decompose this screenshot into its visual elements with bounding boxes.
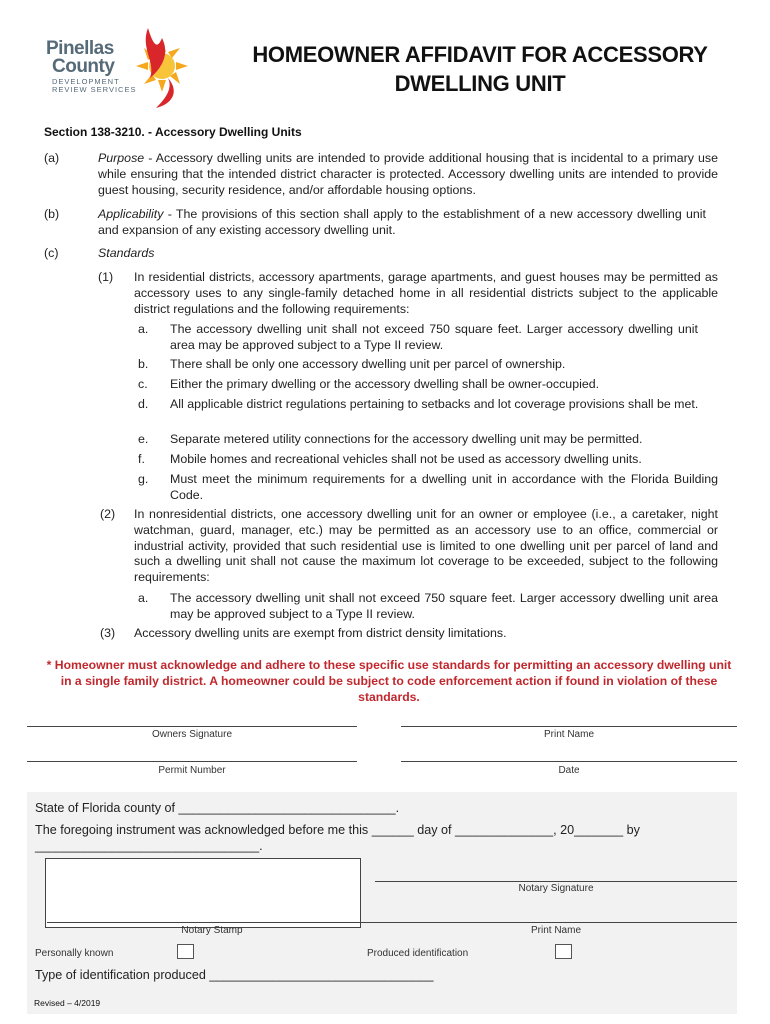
item-2a-label: a. — [138, 591, 149, 605]
page-title — [230, 40, 730, 98]
paragraph-b-label: (b) — [44, 207, 60, 221]
subsection-1-label: (1) — [98, 270, 114, 284]
item-1c-label: c. — [138, 377, 148, 391]
item-1g-label: g. — [138, 472, 149, 486]
notary-print-line[interactable] — [47, 922, 737, 923]
state-county-line[interactable]: State of Florida county of _______________________________. — [35, 801, 400, 815]
subsection-3-text: Accessory dwelling units are exempt from district density limitations. — [134, 626, 507, 640]
item-1b-label: b. — [138, 357, 149, 371]
homeowner-notice: * Homeowner must acknowledge and adhere to these specific use standards for permitting an accessory dwelling unit in a single family district. A homeowner could be subject to code enforcement action if found in violation of these standards. — [46, 658, 732, 704]
title-line1: HOMEOWNER AFFIDAVIT FOR ACCESSORY — [252, 42, 708, 67]
revision-date: Revised – 4/2019 — [34, 998, 101, 1008]
type-of-identification-line[interactable]: Type of identification produced ________________________________ — [35, 968, 434, 982]
item-1f-label: f. — [138, 452, 145, 466]
item-1d-label: d. — [138, 397, 149, 411]
notary-print-name-label: Print Name — [530, 925, 581, 936]
paragraph-c-heading: Standards — [98, 246, 155, 260]
date-line[interactable] — [401, 761, 737, 762]
paragraph-b-heading: Applicability — [98, 207, 164, 221]
personally-known-label: Personally known — [35, 948, 114, 959]
notary-signature-line[interactable] — [375, 881, 737, 882]
personally-known-checkbox[interactable] — [177, 944, 194, 959]
print-name-line[interactable] — [401, 726, 737, 727]
item-1d-text: All applicable district regulations pertaining to setbacks and lot coverage provisions shall be met. — [170, 397, 699, 411]
paragraph-a — [44, 151, 718, 198]
item-1a-label: a. — [138, 322, 149, 336]
notary-section — [27, 792, 737, 1014]
logo-line2: County — [52, 56, 115, 77]
paragraph-a-heading: Purpose — [98, 151, 145, 165]
produced-identification-checkbox[interactable] — [555, 944, 572, 959]
paragraph-c-label: (c) — [44, 246, 59, 260]
subsection-2-text: In nonresidential districts, one accessory dwelling unit for an owner or employee (i.e., a caretaker, night watchman, guard, manager, etc.) may be permitted as an accessory use to an office, commercial or industrial activity, provided that such residential use is limited to one dwelling unit per parcel of land and such a dwelling unit shall not cause the maximum lot coverage to be exceeded, subject to the following requirements: — [134, 507, 718, 585]
permit-number-label: Permit Number — [158, 765, 226, 776]
paragraph-c — [44, 246, 698, 262]
print-name-label: Print Name — [543, 729, 594, 740]
item-1g-text: Must meet the minimum requirements for a dwelling unit in accordance with the Florida Building Code. — [170, 472, 718, 502]
subsection-1-text: In residential districts, accessory apartments, garage apartments, and guest houses may be permitted as accessory uses to any single-family detached home in all residential districts subject to the applicable district regulations and the following requirements: — [134, 270, 718, 316]
notary-signature-label: Notary Signature — [518, 883, 594, 894]
paragraph-a-label: (a) — [44, 151, 60, 165]
item-1b-text: There shall be only one accessory dwelling unit per parcel of ownership. — [170, 357, 566, 371]
paragraph-b — [44, 207, 706, 239]
logo-line1: Pinellas — [46, 38, 114, 59]
foregoing-instrument-name-line[interactable]: ________________________________. — [35, 839, 263, 853]
section-heading: Section 138-3210. - Accessory Dwelling Units — [44, 125, 302, 139]
owner-signature-line[interactable] — [27, 726, 357, 727]
subsection-3-label: (3) — [100, 626, 116, 640]
permit-number-line[interactable] — [27, 761, 357, 762]
paragraph-b-text: - The provisions of this section shall apply to the establishment of a new accessory dwelling unit and expansion of any existing accessory dwelling unit. — [98, 207, 706, 237]
item-1a-text: The accessory dwelling unit shall not exceed 750 square feet. Larger accessory dwelling unit area may be approved subject to a Type II review. — [170, 322, 698, 352]
item-1e-text: Separate metered utility connections for the accessory dwelling unit may be permitted. — [170, 432, 643, 446]
notary-stamp-label: Notary Stamp — [181, 925, 243, 936]
logo-line3: DEVELOPMENT — [52, 77, 120, 86]
item-1e-label: e. — [138, 432, 149, 446]
logo-line4: REVIEW SERVICES — [52, 85, 137, 94]
item-2a-text: The accessory dwelling unit shall not exceed 750 square feet. Larger accessory dwelling unit area may be approved subject to a Type II review. — [170, 591, 718, 621]
title-line2: DWELLING UNIT — [394, 71, 566, 96]
foregoing-instrument-line[interactable]: The foregoing instrument was acknowledged before me this ______ day of ______________, 20_______ by — [35, 823, 640, 837]
owner-signature-label: Owners Signature — [151, 729, 233, 740]
paragraph-a-text: - Accessory dwelling units are intended to provide additional housing that is incidental to a primary use while ensuring that the intended district character is protected. Accessory dwelling units are intended to provide guest housing, security residence, and/or affordable housing options. — [98, 151, 718, 197]
notary-stamp-box[interactable] — [45, 858, 361, 928]
produced-identification-label: Produced identification — [367, 948, 469, 959]
subsection-2-label: (2) — [100, 507, 116, 521]
item-1f-text: Mobile homes and recreational vehicles shall not be used as accessory dwelling units. — [170, 452, 642, 466]
date-label: Date — [558, 765, 580, 776]
item-1c-text: Either the primary dwelling or the accessory dwelling shall be owner-occupied. — [170, 377, 600, 391]
